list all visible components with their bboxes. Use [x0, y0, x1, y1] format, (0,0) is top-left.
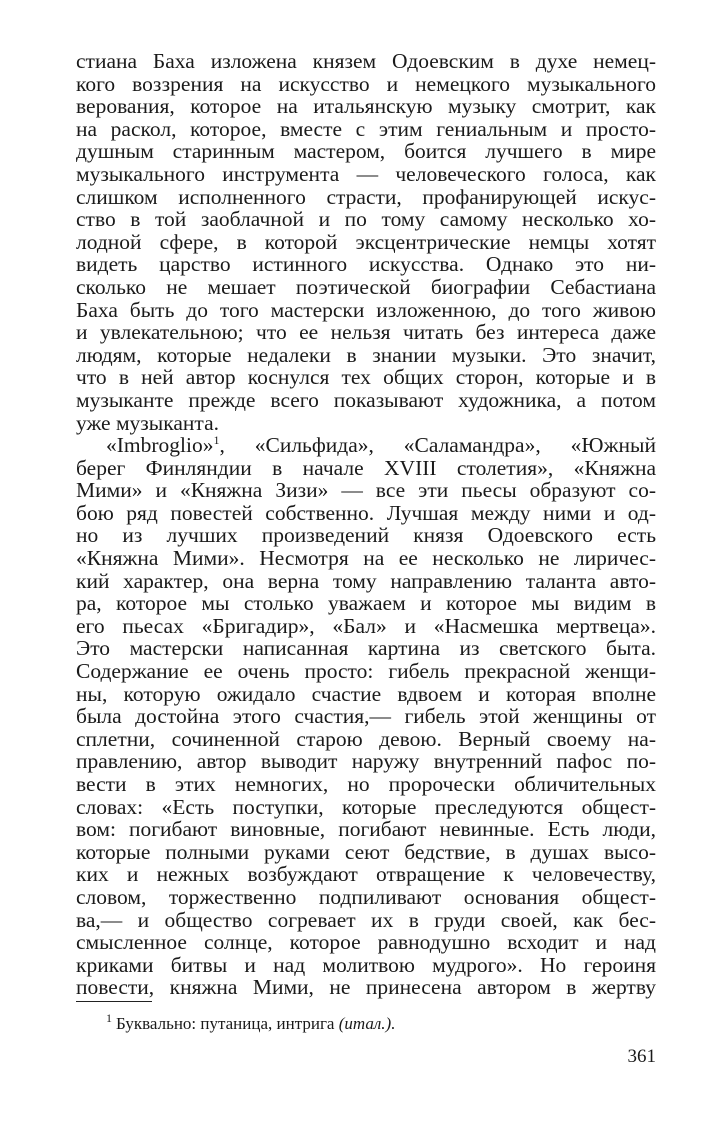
body-text	[76, 50, 656, 999]
text-line: но из лучших произведений князя Одоевского есть	[76, 523, 656, 548]
text-line: ких и нежных возбуждают отвращение к человечеству,	[76, 862, 656, 887]
text-line: стиана Баха изложена князем Одоевским в духе немец-	[76, 49, 656, 73]
text-line: людям, которые недалеки в знании музыки. Это значит,	[76, 342, 656, 367]
text-line: правлению, автор выводит наружу внутренний пафос по-	[76, 749, 656, 774]
text-line: кий характер, она верна тому направлению таланта авто-	[76, 568, 656, 593]
imbroglio-title: «Imbroglio»	[106, 433, 214, 458]
text-line: кого воззрения на искусство и немецкого музыкального	[76, 71, 656, 96]
text-line: берег Финляндии в начале XVIII столетия», «Княжна	[76, 455, 656, 480]
text-line-rest: , «Сильфида», «Саламандра», «Южный	[219, 433, 656, 458]
paragraph-start-line	[76, 434, 656, 457]
text-line: верования, которое на итальянскую музыку смотрит, как	[76, 94, 656, 119]
text-line: Баха быть до того мастерски изложенною, до того живою	[76, 297, 656, 322]
text-line: его пьесах «Бригадир», «Бал» и «Насмешка мертвеца».	[76, 613, 656, 638]
text-line: бою ряд повестей собственно. Лучшая между ними и од-	[76, 500, 656, 525]
text-line: музыканте прежде всего показывают художника, а потом	[76, 387, 656, 412]
text-line: ство в той заоблачной и по тому самому несколько хо-	[76, 207, 656, 232]
text-line: ны, которую ожидало счастие вдвоем и которая вполне	[76, 681, 656, 706]
page-number: 361	[627, 1046, 656, 1067]
text-line: и увлекательною; что ее нельзя читать без интереса даже	[76, 320, 656, 345]
text-line: ра, которое мы столько уважаем и которое мы видим в	[76, 591, 656, 616]
text-line: лодной сфере, в которой эксцентрические немцы хотят	[76, 229, 656, 254]
text-line: ва,— и общество согревает их в груди своей, как бес-	[76, 907, 656, 932]
text-line: Это мастерски написанная картина из светского быта.	[76, 636, 656, 661]
text-line: сколько не мешает поэтической биографии Себастиана	[76, 274, 656, 299]
text-line: словах: «Есть поступки, которые преследуются общест-	[76, 794, 656, 819]
text-line: сплетни, сочиненной старою девою. Верный своему на-	[76, 726, 656, 751]
text-line: на раскол, которое, вместе с этим гениальным и просто-	[76, 116, 656, 141]
footnote	[106, 1011, 396, 1034]
text-line: вом: погибают виновные, погибают невинные. Есть люди,	[76, 817, 656, 842]
text-line: смысленное солнце, которое равнодушно всходит и над	[76, 930, 656, 955]
text-line: что в ней автор коснулся тех общих сторон, которые и в	[76, 365, 656, 390]
text-line: музыкального инструмента — человеческого голоса, как	[76, 161, 656, 186]
text-line: «Княжна Мими». Несмотря на ее несколько не лиричес-	[76, 546, 656, 571]
text-line: Содержание ее очень просто: гибель прекрасной женщи-	[76, 659, 656, 684]
text-line: вести в этих немногих, но пророчески обличительных	[76, 772, 656, 796]
text-line: уже музыканта.	[76, 410, 219, 435]
footnote-language-note: (итал.).	[338, 1014, 396, 1033]
footnote-text: Буквально: путаница, интрига	[116, 1014, 335, 1033]
text-line: повести, княжна Мими, не принесена автором в жертву	[76, 975, 656, 1000]
text-line: была достойна этого счастия,— гибель этой женщины от	[76, 704, 656, 729]
footnote-mark: 1	[106, 1011, 112, 1026]
text-line: которые полными руками сеют бедствие, в душах высо-	[76, 839, 656, 864]
footnote-reference: 1	[213, 432, 220, 447]
text-line: слишком исполненного страсти, профанирующей искус-	[76, 184, 656, 209]
footnote-divider	[76, 1001, 152, 1002]
text-line: криками битвы и над молитвою мудрого». Но героиня	[76, 952, 656, 977]
text-line: видеть царство истинного искусства. Однако это ни-	[76, 252, 656, 277]
text-line: душным старинным мастером, боится лучшего в мире	[76, 139, 656, 164]
text-line: словом, торжественно подпиливают основания общест-	[76, 884, 656, 909]
text-line: Мими» и «Княжна Зизи» — все эти пьесы образуют со-	[76, 478, 656, 503]
